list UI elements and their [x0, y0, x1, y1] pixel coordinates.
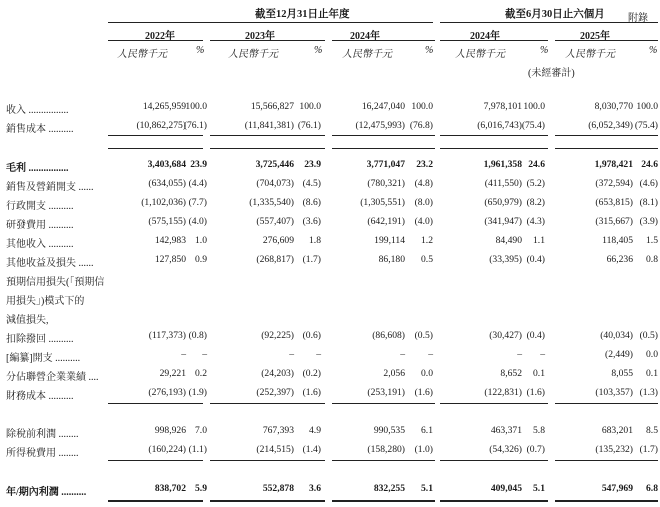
- percent-cell: 24.6: [528, 159, 545, 170]
- percent-cell: –: [202, 349, 207, 360]
- year-2023: 2023年: [245, 31, 275, 42]
- percent-cell: (0.5): [639, 330, 658, 341]
- percent-cell: 1.0: [195, 235, 207, 246]
- amount-cell: 547,969: [601, 483, 633, 494]
- amount-cell: 463,371: [490, 425, 522, 436]
- percent-cell: (1.9): [188, 387, 207, 398]
- amount-cell: (411,550): [484, 178, 522, 189]
- percent-cell: (4.0): [414, 216, 433, 227]
- percent-cell: (1.6): [302, 387, 321, 398]
- annual-period-header: 截至12月31日止年度: [255, 9, 350, 20]
- percent-cell: (1.7): [302, 254, 321, 265]
- percent-cell: (0.5): [414, 330, 433, 341]
- percent-cell: 0.2: [195, 368, 207, 379]
- total-rule: [108, 403, 203, 404]
- percent-cell: 0.1: [646, 368, 658, 379]
- row-label: 年/期內利潤 ..........: [6, 487, 87, 498]
- row-label: 其他收益及損失 ......: [6, 258, 94, 269]
- amount-cell: (634,055): [148, 178, 186, 189]
- amount-cell: (653,815): [595, 197, 633, 208]
- total-rule: [108, 460, 203, 461]
- percent-cell: (7.7): [188, 197, 207, 208]
- amount-cell: (33,395): [489, 254, 522, 265]
- percent-cell: (8.1): [639, 197, 658, 208]
- percent-cell: (76.1): [297, 120, 321, 131]
- amount-cell: –: [289, 349, 294, 360]
- row-label: 銷售成本 ..........: [6, 124, 74, 135]
- amount-cell: (1,305,551): [360, 197, 405, 208]
- percent-cell: 1.8: [309, 235, 321, 246]
- percent-cell: (4.5): [302, 178, 321, 189]
- amount-cell: (276,193): [148, 387, 186, 398]
- amount-cell: (40,034): [600, 330, 633, 341]
- percent-cell: 5.1: [421, 483, 433, 494]
- amount-cell: 552,878: [262, 483, 294, 494]
- percent-cell: (3.6): [302, 216, 321, 227]
- percent-cell: (4.6): [639, 178, 658, 189]
- amount-cell: (6,052,349): [588, 120, 633, 131]
- year-rule: [555, 40, 658, 41]
- percent-cell: 1.1: [533, 235, 545, 246]
- amount-cell: 838,702: [154, 483, 186, 494]
- percent-cell: 0.8: [646, 254, 658, 265]
- percent-cell: 100.0: [523, 101, 545, 112]
- percent-cell: 23.9: [190, 159, 207, 170]
- percent-cell: 0.0: [421, 368, 433, 379]
- percent-cell: 8.5: [646, 425, 658, 436]
- annual-header-rule: [108, 22, 433, 23]
- row-label: 毛利 ................: [6, 163, 69, 174]
- unit-pct: %: [196, 45, 205, 56]
- percent-cell: 100.0: [411, 101, 433, 112]
- total-rule: [210, 500, 325, 502]
- row-label: 除稅前利潤 ........: [6, 429, 79, 440]
- percent-cell: (76.1): [183, 120, 207, 131]
- percent-cell: 6.8: [646, 483, 658, 494]
- percent-cell: 0.5: [421, 254, 433, 265]
- amount-cell: (372,594): [595, 178, 633, 189]
- unit-currency: 人民幣千元: [342, 49, 392, 60]
- percent-cell: (0.7): [526, 444, 545, 455]
- page-mark: 附錄: [628, 13, 648, 24]
- total-rule: [332, 135, 435, 136]
- total-rule: [108, 500, 203, 502]
- unit-pct: %: [540, 45, 549, 56]
- percent-cell: (8.0): [414, 197, 433, 208]
- amount-cell: (135,232): [595, 444, 633, 455]
- amount-cell: –: [181, 349, 186, 360]
- percent-cell: (0.6): [302, 330, 321, 341]
- percent-cell: (4.8): [414, 178, 433, 189]
- percent-cell: (4.3): [526, 216, 545, 227]
- percent-cell: (5.2): [526, 178, 545, 189]
- amount-cell: 3,725,446: [255, 159, 294, 170]
- unit-currency: 人民幣千元: [455, 49, 505, 60]
- amount-cell: 998,926: [154, 425, 186, 436]
- percent-cell: 7.0: [195, 425, 207, 436]
- amount-cell: (158,280): [367, 444, 405, 455]
- amount-cell: 2,056: [383, 368, 405, 379]
- amount-cell: (268,817): [256, 254, 294, 265]
- amount-cell: 1,978,421: [594, 159, 633, 170]
- unit-pct: %: [649, 45, 658, 56]
- percent-cell: –: [428, 349, 433, 360]
- amount-cell: 84,490: [495, 235, 522, 246]
- row-label: 扣除撥回 ..........: [6, 334, 74, 345]
- total-rule: [210, 460, 325, 461]
- percent-cell: 100.0: [299, 101, 321, 112]
- total-rule: [108, 148, 203, 149]
- year-2022: 2022年: [145, 31, 175, 42]
- percent-cell: (0.8): [188, 330, 207, 341]
- amount-cell: (24,203): [261, 368, 294, 379]
- total-rule: [555, 460, 658, 461]
- percent-cell: 0.1: [533, 368, 545, 379]
- total-rule: [332, 460, 435, 461]
- amount-cell: (12,475,993): [355, 120, 405, 131]
- six-month-period-header: 截至6月30日止六個月: [505, 9, 605, 20]
- amount-cell: (54,326): [489, 444, 522, 455]
- total-rule: [440, 148, 548, 149]
- percent-cell: 1.2: [421, 235, 433, 246]
- amount-cell: (780,321): [367, 178, 405, 189]
- six-month-header-rule: [440, 22, 658, 23]
- percent-cell: (4.0): [188, 216, 207, 227]
- percent-cell: 23.2: [416, 159, 433, 170]
- percent-cell: 3.6: [309, 483, 321, 494]
- amount-cell: (2,449): [605, 349, 633, 360]
- percent-cell: (1.7): [639, 444, 658, 455]
- amount-cell: 767,393: [262, 425, 294, 436]
- row-label: [編纂]開支 ..........: [6, 353, 81, 364]
- percent-cell: –: [540, 349, 545, 360]
- amount-cell: (1,102,036): [141, 197, 186, 208]
- amount-cell: (252,397): [256, 387, 294, 398]
- amount-cell: 199,114: [374, 235, 405, 246]
- total-rule: [555, 500, 658, 502]
- amount-cell: 3,403,684: [147, 159, 186, 170]
- row-label: 減值損失,: [6, 315, 49, 326]
- amount-cell: 683,201: [601, 425, 633, 436]
- amount-cell: (103,357): [595, 387, 633, 398]
- amount-cell: 8,030,770: [594, 101, 633, 112]
- amount-cell: 409,045: [490, 483, 522, 494]
- unit-pct: %: [314, 45, 323, 56]
- year-rule: [210, 40, 325, 41]
- total-rule: [210, 403, 325, 404]
- percent-cell: 1.5: [646, 235, 658, 246]
- amount-cell: (122,831): [484, 387, 522, 398]
- amount-cell: 8,652: [500, 368, 522, 379]
- year-rule: [440, 40, 548, 41]
- amount-cell: 86,180: [378, 254, 405, 265]
- total-rule: [440, 403, 548, 404]
- row-label: 分佔聯營企業業績 ....: [6, 372, 99, 383]
- amount-cell: (92,225): [261, 330, 294, 341]
- total-rule: [555, 148, 658, 149]
- row-label: 財務成本 ..........: [6, 391, 74, 402]
- total-rule: [332, 148, 435, 149]
- unit-currency: 人民幣千元: [228, 49, 278, 60]
- row-label: 用損失」)模式下的: [6, 296, 85, 307]
- percent-cell: 5.8: [533, 425, 545, 436]
- percent-cell: (1.0): [414, 444, 433, 455]
- amount-cell: 118,405: [602, 235, 633, 246]
- amount-cell: 15,566,827: [250, 101, 294, 112]
- amount-cell: (650,979): [484, 197, 522, 208]
- percent-cell: (76.8): [409, 120, 433, 131]
- percent-cell: 0.9: [195, 254, 207, 265]
- amount-cell: 142,983: [154, 235, 186, 246]
- total-rule: [210, 148, 325, 149]
- amount-cell: (1,335,540): [249, 197, 294, 208]
- amount-cell: –: [517, 349, 522, 360]
- percent-cell: 6.1: [421, 425, 433, 436]
- amount-cell: (704,073): [256, 178, 294, 189]
- amount-cell: (10,862,275): [136, 120, 186, 131]
- row-label: 行政開支 ..........: [6, 201, 74, 212]
- total-rule: [440, 135, 548, 136]
- percent-cell: (0.2): [302, 368, 321, 379]
- total-rule: [555, 403, 658, 404]
- percent-cell: 23.9: [304, 159, 321, 170]
- amount-cell: (557,407): [256, 216, 294, 227]
- total-rule: [332, 500, 435, 502]
- amount-cell: (160,224): [148, 444, 186, 455]
- amount-cell: 1,961,358: [483, 159, 522, 170]
- total-rule: [210, 135, 325, 136]
- amount-cell: (575,155): [148, 216, 186, 227]
- amount-cell: (642,191): [367, 216, 405, 227]
- percent-cell: (8.6): [302, 197, 321, 208]
- amount-cell: 14,265,959: [142, 101, 186, 112]
- year-2025-interim: 2025年: [580, 31, 610, 42]
- amount-cell: 276,609: [262, 235, 294, 246]
- percent-cell: (75.4): [634, 120, 658, 131]
- percent-cell: 5.9: [195, 483, 207, 494]
- year-2024-annual: 2024年: [350, 31, 380, 42]
- percent-cell: (1.6): [414, 387, 433, 398]
- percent-cell: (4.4): [188, 178, 207, 189]
- percent-cell: 0.0: [646, 349, 658, 360]
- amount-cell: 8,055: [611, 368, 633, 379]
- row-label: 其他收入 ..........: [6, 239, 74, 250]
- total-rule: [108, 135, 203, 136]
- year-rule: [108, 40, 203, 41]
- amount-cell: (86,608): [372, 330, 405, 341]
- amount-cell: 7,978,101: [483, 101, 522, 112]
- amount-cell: 66,236: [606, 254, 633, 265]
- percent-cell: (8.2): [526, 197, 545, 208]
- year-rule: [332, 40, 435, 41]
- amount-cell: (6,016,743): [477, 120, 522, 131]
- total-rule: [440, 500, 548, 502]
- year-2024-interim: 2024年: [470, 31, 500, 42]
- amount-cell: (315,667): [595, 216, 633, 227]
- percent-cell: 24.6: [641, 159, 658, 170]
- amount-cell: (30,427): [489, 330, 522, 341]
- row-label: 所得稅費用 ........: [6, 448, 79, 459]
- percent-cell: (1.4): [302, 444, 321, 455]
- total-rule: [440, 460, 548, 461]
- percent-cell: 100.0: [636, 101, 658, 112]
- percent-cell: 100.0: [185, 101, 207, 112]
- amount-cell: 832,255: [373, 483, 405, 494]
- total-rule: [332, 403, 435, 404]
- amount-cell: 127,850: [154, 254, 186, 265]
- amount-cell: (11,841,381): [244, 120, 294, 131]
- percent-cell: –: [316, 349, 321, 360]
- percent-cell: 4.9: [309, 425, 321, 436]
- amount-cell: –: [400, 349, 405, 360]
- percent-cell: (75.4): [521, 120, 545, 131]
- row-label: 收入 ................: [6, 105, 69, 116]
- amount-cell: 16,247,040: [361, 101, 405, 112]
- unit-currency: 人民幣千元: [117, 49, 167, 60]
- percent-cell: (3.9): [639, 216, 658, 227]
- percent-cell: (0.4): [526, 330, 545, 341]
- percent-cell: 5.1: [533, 483, 545, 494]
- amount-cell: 990,535: [373, 425, 405, 436]
- amount-cell: (341,947): [484, 216, 522, 227]
- percent-cell: (1.3): [639, 387, 658, 398]
- percent-cell: (1.6): [526, 387, 545, 398]
- row-label: 銷售及營銷開支 ......: [6, 182, 94, 193]
- unaudited-note: (未經審計): [528, 68, 575, 79]
- amount-cell: (117,373): [148, 330, 186, 341]
- amount-cell: (214,515): [256, 444, 294, 455]
- amount-cell: (253,191): [367, 387, 405, 398]
- row-label: 預期信用損失(「預期信: [6, 277, 105, 288]
- unit-currency: 人民幣千元: [565, 49, 615, 60]
- percent-cell: (0.4): [526, 254, 545, 265]
- total-rule: [555, 135, 658, 136]
- amount-cell: 29,221: [159, 368, 186, 379]
- unit-pct: %: [425, 45, 434, 56]
- amount-cell: 3,771,047: [366, 159, 405, 170]
- row-label: 研發費用 ..........: [6, 220, 74, 231]
- percent-cell: (1.1): [188, 444, 207, 455]
